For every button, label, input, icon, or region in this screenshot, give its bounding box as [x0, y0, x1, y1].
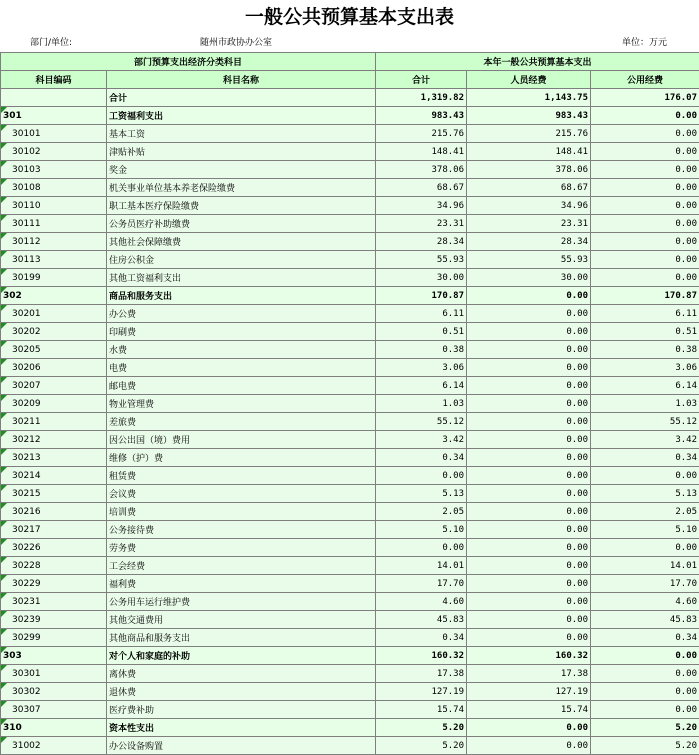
cell-marker-icon — [1, 683, 7, 689]
row-personnel: 0.00 — [467, 521, 591, 539]
row-total: 5.20 — [376, 737, 467, 755]
row-public: 17.70 — [591, 575, 699, 593]
table-row — [1, 305, 699, 323]
cell-marker-icon — [1, 521, 7, 527]
cell-marker-icon — [1, 431, 7, 437]
row-personnel: 68.67 — [467, 179, 591, 197]
total-public: 176.07 — [591, 89, 699, 107]
row-code: 30239 — [1, 611, 107, 629]
row-name: 资本性支出 — [107, 719, 376, 737]
row-code: 30299 — [1, 629, 107, 647]
row-name: 机关事业单位基本养老保险缴费 — [107, 179, 376, 197]
row-code: 30202 — [1, 323, 107, 341]
cell-marker-icon — [1, 359, 7, 365]
row-total: 68.67 — [376, 179, 467, 197]
row-personnel: 215.76 — [467, 125, 591, 143]
row-personnel: 0.00 — [467, 737, 591, 755]
row-public: 0.00 — [591, 143, 699, 161]
row-total: 45.83 — [376, 611, 467, 629]
row-total: 15.74 — [376, 701, 467, 719]
cell-marker-icon — [1, 467, 7, 473]
row-total: 378.06 — [376, 161, 467, 179]
header-column-row — [1, 71, 699, 89]
row-personnel: 0.00 — [467, 719, 591, 737]
row-name: 电费 — [107, 359, 376, 377]
row-personnel: 0.00 — [467, 557, 591, 575]
row-name: 会议费 — [107, 485, 376, 503]
row-name: 邮电费 — [107, 377, 376, 395]
row-public: 0.00 — [591, 467, 699, 485]
row-public: 0.00 — [591, 665, 699, 683]
row-code: 30226 — [1, 539, 107, 557]
row-name: 商品和服务支出 — [107, 287, 376, 305]
row-code: 30228 — [1, 557, 107, 575]
table-row — [1, 413, 699, 431]
cell-marker-icon — [1, 611, 7, 617]
row-code: 30212 — [1, 431, 107, 449]
row-public: 0.00 — [591, 197, 699, 215]
row-total: 1.03 — [376, 395, 467, 413]
row-personnel: 30.00 — [467, 269, 591, 287]
row-personnel: 0.00 — [467, 305, 591, 323]
row-code: 30229 — [1, 575, 107, 593]
table-row — [1, 233, 699, 251]
row-code: 30111 — [1, 215, 107, 233]
row-code: 30307 — [1, 701, 107, 719]
row-personnel: 378.06 — [467, 161, 591, 179]
row-name: 培训费 — [107, 503, 376, 521]
row-code: 30201 — [1, 305, 107, 323]
row-personnel: 0.00 — [467, 485, 591, 503]
row-code: 30101 — [1, 125, 107, 143]
row-name: 办公费 — [107, 305, 376, 323]
row-personnel: 0.00 — [467, 503, 591, 521]
row-total: 17.70 — [376, 575, 467, 593]
row-total: 34.96 — [376, 197, 467, 215]
row-total: 0.38 — [376, 341, 467, 359]
report-title: 一般公共预算基本支出表 — [244, 6, 454, 28]
row-public: 3.06 — [591, 359, 699, 377]
table-row — [1, 251, 699, 269]
col-name-header: 科目名称 — [107, 71, 376, 89]
row-code: 302 — [1, 287, 107, 305]
row-personnel: 0.00 — [467, 575, 591, 593]
row-public: 0.00 — [591, 107, 699, 125]
row-name: 津贴补贴 — [107, 143, 376, 161]
row-public: 0.00 — [591, 539, 699, 557]
row-total: 0.34 — [376, 629, 467, 647]
total-row — [1, 89, 699, 107]
row-total: 0.51 — [376, 323, 467, 341]
row-public: 0.00 — [591, 251, 699, 269]
row-name: 医疗费补助 — [107, 701, 376, 719]
row-personnel: 0.00 — [467, 539, 591, 557]
cell-marker-icon — [1, 269, 7, 275]
row-public: 0.34 — [591, 629, 699, 647]
row-public: 0.38 — [591, 341, 699, 359]
row-personnel: 0.00 — [467, 359, 591, 377]
row-name: 住房公积金 — [107, 251, 376, 269]
row-public: 5.20 — [591, 737, 699, 755]
row-name: 因公出国（境）费用 — [107, 431, 376, 449]
cell-marker-icon — [1, 161, 7, 167]
row-name: 租赁费 — [107, 467, 376, 485]
row-name: 基本工资 — [107, 125, 376, 143]
cell-marker-icon — [1, 179, 7, 185]
row-personnel: 17.38 — [467, 665, 591, 683]
cell-marker-icon — [1, 323, 7, 329]
cell-marker-icon — [1, 287, 7, 293]
table-row — [1, 737, 699, 755]
table-row — [1, 197, 699, 215]
row-name: 差旅费 — [107, 413, 376, 431]
total-total: 1,319.82 — [376, 89, 467, 107]
row-name: 维修（护）费 — [107, 449, 376, 467]
cell-marker-icon — [1, 737, 7, 743]
row-code: 301 — [1, 107, 107, 125]
row-total: 23.31 — [376, 215, 467, 233]
header-basic-expenditure: 本年一般公共预算基本支出 — [376, 53, 699, 71]
cell-marker-icon — [1, 503, 7, 509]
row-total: 4.60 — [376, 593, 467, 611]
dept-name: 随州市政协办公室 — [200, 38, 273, 48]
row-code: 30110 — [1, 197, 107, 215]
row-total: 14.01 — [376, 557, 467, 575]
table-row — [1, 341, 699, 359]
row-name: 工资福利支出 — [107, 107, 376, 125]
row-personnel: 0.00 — [467, 431, 591, 449]
cell-marker-icon — [1, 215, 7, 221]
row-total: 5.10 — [376, 521, 467, 539]
row-name: 对个人和家庭的补助 — [107, 647, 376, 665]
row-public: 5.10 — [591, 521, 699, 539]
row-code: 30206 — [1, 359, 107, 377]
row-name: 福利费 — [107, 575, 376, 593]
row-public: 5.13 — [591, 485, 699, 503]
row-personnel: 127.19 — [467, 683, 591, 701]
row-total: 28.34 — [376, 233, 467, 251]
row-total: 127.19 — [376, 683, 467, 701]
row-name: 职工基本医疗保险缴费 — [107, 197, 376, 215]
table-row — [1, 611, 699, 629]
row-code: 30207 — [1, 377, 107, 395]
col-code-header: 科目编码 — [1, 71, 107, 89]
row-total: 6.14 — [376, 377, 467, 395]
row-total: 0.00 — [376, 467, 467, 485]
row-code: 30108 — [1, 179, 107, 197]
row-total: 17.38 — [376, 665, 467, 683]
row-total: 215.76 — [376, 125, 467, 143]
col-personnel-header: 人员经费 — [467, 71, 591, 89]
row-public: 0.51 — [591, 323, 699, 341]
category-row — [1, 287, 699, 305]
table-row — [1, 215, 699, 233]
col-total-header: 合计 — [376, 71, 467, 89]
table-row — [1, 665, 699, 683]
row-name: 其他社会保障缴费 — [107, 233, 376, 251]
header-economic-class: 部门预算支出经济分类科目 — [1, 53, 376, 71]
row-public: 2.05 — [591, 503, 699, 521]
row-public: 0.00 — [591, 161, 699, 179]
row-personnel: 983.43 — [467, 107, 591, 125]
row-personnel: 0.00 — [467, 287, 591, 305]
row-personnel: 28.34 — [467, 233, 591, 251]
row-code: 30211 — [1, 413, 107, 431]
row-personnel: 0.00 — [467, 341, 591, 359]
row-name: 公务员医疗补助缴费 — [107, 215, 376, 233]
table-row — [1, 539, 699, 557]
row-personnel: 160.32 — [467, 647, 591, 665]
row-total: 55.12 — [376, 413, 467, 431]
table-row — [1, 467, 699, 485]
budget-table — [0, 52, 699, 755]
cell-marker-icon — [1, 233, 7, 239]
category-row — [1, 107, 699, 125]
table-row — [1, 701, 699, 719]
cell-marker-icon — [1, 395, 7, 401]
row-public: 0.00 — [591, 179, 699, 197]
row-public: 0.00 — [591, 647, 699, 665]
cell-marker-icon — [1, 629, 7, 635]
cell-marker-icon — [1, 197, 7, 203]
table-row — [1, 269, 699, 287]
cell-marker-icon — [1, 143, 7, 149]
row-name: 其他工资福利支出 — [107, 269, 376, 287]
row-total: 6.11 — [376, 305, 467, 323]
row-name: 物业管理费 — [107, 395, 376, 413]
row-name: 公务用车运行维护费 — [107, 593, 376, 611]
row-code: 30199 — [1, 269, 107, 287]
table-row — [1, 449, 699, 467]
row-public: 1.03 — [591, 395, 699, 413]
cell-marker-icon — [1, 701, 7, 707]
row-public: 0.00 — [591, 683, 699, 701]
table-row — [1, 179, 699, 197]
table-row — [1, 557, 699, 575]
row-total: 0.00 — [376, 539, 467, 557]
table-row — [1, 125, 699, 143]
col-public-header: 公用经费 — [591, 71, 699, 89]
row-total: 0.34 — [376, 449, 467, 467]
table-row — [1, 323, 699, 341]
row-personnel: 0.00 — [467, 629, 591, 647]
category-row — [1, 647, 699, 665]
total-name: 合计 — [107, 89, 376, 107]
row-personnel: 0.00 — [467, 395, 591, 413]
row-personnel: 55.93 — [467, 251, 591, 269]
row-personnel: 34.96 — [467, 197, 591, 215]
row-total: 2.05 — [376, 503, 467, 521]
table-row — [1, 521, 699, 539]
table-row — [1, 683, 699, 701]
total-code — [1, 89, 107, 107]
row-name: 办公设备购置 — [107, 737, 376, 755]
row-name: 其他交通费用 — [107, 611, 376, 629]
row-personnel: 0.00 — [467, 593, 591, 611]
row-code: 30215 — [1, 485, 107, 503]
row-code: 310 — [1, 719, 107, 737]
row-code: 30103 — [1, 161, 107, 179]
cell-marker-icon — [1, 719, 7, 725]
row-total: 3.06 — [376, 359, 467, 377]
cell-marker-icon — [1, 665, 7, 671]
row-name: 离休费 — [107, 665, 376, 683]
cell-marker-icon — [1, 305, 7, 311]
category-row — [1, 719, 699, 737]
row-personnel: 0.00 — [467, 611, 591, 629]
row-code: 30113 — [1, 251, 107, 269]
header-group-row — [1, 53, 699, 71]
table-row — [1, 503, 699, 521]
cell-marker-icon — [1, 413, 7, 419]
table-row — [1, 359, 699, 377]
row-total: 55.93 — [376, 251, 467, 269]
row-code: 30302 — [1, 683, 107, 701]
row-code: 30205 — [1, 341, 107, 359]
row-code: 30217 — [1, 521, 107, 539]
row-total: 5.20 — [376, 719, 467, 737]
table-row — [1, 485, 699, 503]
cell-marker-icon — [1, 125, 7, 131]
row-personnel: 0.00 — [467, 323, 591, 341]
row-public: 5.20 — [591, 719, 699, 737]
row-code: 30213 — [1, 449, 107, 467]
row-total: 148.41 — [376, 143, 467, 161]
row-public: 6.11 — [591, 305, 699, 323]
total-personnel: 1,143.75 — [467, 89, 591, 107]
cell-marker-icon — [1, 539, 7, 545]
table-row — [1, 593, 699, 611]
row-personnel: 0.00 — [467, 413, 591, 431]
row-total: 30.00 — [376, 269, 467, 287]
table-row — [1, 575, 699, 593]
row-public: 4.60 — [591, 593, 699, 611]
row-name: 奖金 — [107, 161, 376, 179]
row-personnel: 15.74 — [467, 701, 591, 719]
table-row — [1, 161, 699, 179]
cell-marker-icon — [1, 377, 7, 383]
row-code: 30216 — [1, 503, 107, 521]
cell-marker-icon — [1, 107, 7, 113]
row-public: 3.42 — [591, 431, 699, 449]
table-row — [1, 629, 699, 647]
table-row — [1, 143, 699, 161]
row-name: 工会经费 — [107, 557, 376, 575]
cell-marker-icon — [1, 557, 7, 563]
row-code: 30214 — [1, 467, 107, 485]
row-personnel: 23.31 — [467, 215, 591, 233]
row-public: 0.34 — [591, 449, 699, 467]
cell-marker-icon — [1, 251, 7, 257]
row-public: 55.12 — [591, 413, 699, 431]
row-code: 30301 — [1, 665, 107, 683]
row-total: 3.42 — [376, 431, 467, 449]
unit-label: 单位：万元 — [622, 38, 668, 48]
row-public: 0.00 — [591, 233, 699, 251]
row-personnel: 0.00 — [467, 449, 591, 467]
row-code: 31002 — [1, 737, 107, 755]
row-name: 公务接待费 — [107, 521, 376, 539]
table-row — [1, 395, 699, 413]
row-code: 303 — [1, 647, 107, 665]
row-total: 170.87 — [376, 287, 467, 305]
row-public: 45.83 — [591, 611, 699, 629]
row-code: 30209 — [1, 395, 107, 413]
row-code: 30231 — [1, 593, 107, 611]
row-public: 14.01 — [591, 557, 699, 575]
row-name: 水费 — [107, 341, 376, 359]
cell-marker-icon — [1, 575, 7, 581]
cell-marker-icon — [1, 449, 7, 455]
row-public: 0.00 — [591, 125, 699, 143]
row-personnel: 148.41 — [467, 143, 591, 161]
row-name: 退休费 — [107, 683, 376, 701]
row-total: 983.43 — [376, 107, 467, 125]
dept-label: 部门/单位: — [30, 38, 73, 48]
cell-marker-icon — [1, 341, 7, 347]
row-public: 0.00 — [591, 215, 699, 233]
row-code: 30102 — [1, 143, 107, 161]
row-total: 160.32 — [376, 647, 467, 665]
cell-marker-icon — [1, 593, 7, 599]
row-code: 30112 — [1, 233, 107, 251]
table-row — [1, 377, 699, 395]
row-name: 劳务费 — [107, 539, 376, 557]
table-row — [1, 431, 699, 449]
cell-marker-icon — [1, 647, 7, 653]
row-name: 印刷费 — [107, 323, 376, 341]
row-public: 0.00 — [591, 701, 699, 719]
row-public: 0.00 — [591, 269, 699, 287]
row-personnel: 0.00 — [467, 467, 591, 485]
row-public: 170.87 — [591, 287, 699, 305]
cell-marker-icon — [1, 485, 7, 491]
row-total: 5.13 — [376, 485, 467, 503]
row-public: 6.14 — [591, 377, 699, 395]
row-name: 其他商品和服务支出 — [107, 629, 376, 647]
row-personnel: 0.00 — [467, 377, 591, 395]
